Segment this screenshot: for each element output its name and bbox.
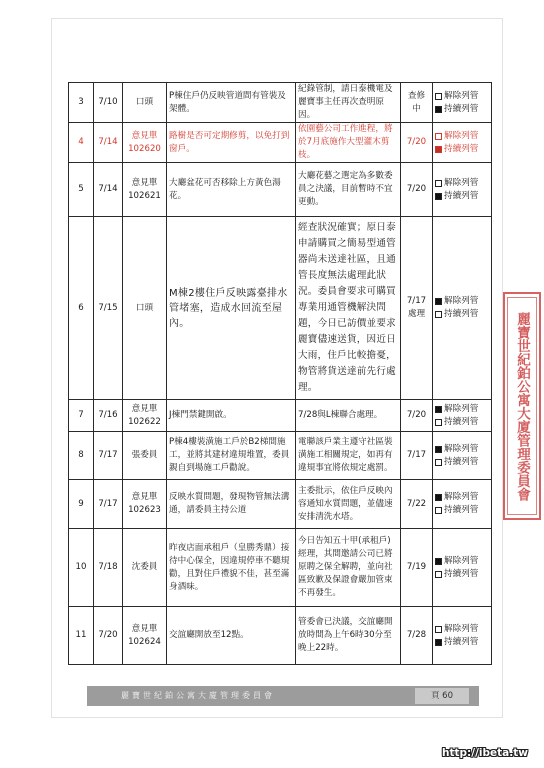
status-option-continue: [435, 636, 489, 649]
checkbox-icon: [435, 639, 442, 646]
item-check: 7/19: [401, 529, 433, 607]
table-row: [69, 432, 492, 480]
status-option-continue: [435, 103, 489, 116]
item-issue: 反映水質問題，發現物管無法溝通，請委員主持公道: [167, 480, 296, 529]
item-date: 7/10: [94, 83, 123, 123]
checkbox-icon: [435, 193, 442, 200]
stamp-text: 麗寶世紀鉑公寓大廈管理委員會: [507, 297, 537, 515]
item-action: 紀錄管制，請日泰機電及麗寶事主任再次查明原因。: [296, 83, 401, 123]
status-label: 解除列管: [444, 443, 479, 454]
status-option-continue: [435, 568, 489, 581]
item-source: 意見單 102621: [123, 163, 167, 217]
status-cell: [433, 432, 492, 480]
table-row: [69, 529, 492, 607]
status-option-continue: [435, 143, 489, 156]
item-issue: P棟4樓裝潢施工戶於B2梯間施工，並將其建材違規堆置，委員親自到場施工戶勸說。: [167, 432, 296, 480]
status-option-release: [435, 443, 489, 456]
item-source: 意見單 102623: [123, 480, 167, 529]
status-option-release: [435, 177, 489, 190]
status-label: 持續列管: [444, 416, 479, 427]
checkbox-icon: [435, 446, 442, 453]
item-source: 口頭: [123, 83, 167, 123]
status-cell: [433, 217, 492, 400]
checkbox-icon: [435, 93, 442, 100]
status-cell: [433, 607, 492, 665]
item-date: 7/14: [94, 163, 123, 217]
item-source: 意見單 102624: [123, 607, 167, 665]
item-action: 今日告知五十甲(承租戶)經理，其間邀請公司已將原聘之保全解聘，並向社區致歉及保證會嚴加管束不再發生。: [296, 529, 401, 607]
item-number: 4: [69, 123, 94, 163]
status-option-continue: [435, 190, 489, 203]
item-date: 7/17: [94, 480, 123, 529]
status-option-release: [435, 90, 489, 103]
table-row: [69, 217, 492, 400]
committee-seal-stamp: [503, 292, 541, 520]
item-date: 7/16: [94, 400, 123, 432]
item-number: 7: [69, 400, 94, 432]
checkbox-icon: [435, 507, 442, 514]
status-cell: [433, 83, 492, 123]
status-option-release: [435, 491, 489, 504]
item-number: 9: [69, 480, 94, 529]
status-option-release: [435, 555, 489, 568]
status-option-release: [435, 403, 489, 416]
table-row: [69, 163, 492, 217]
status-label: 持續列管: [444, 309, 479, 319]
item-check: 7/20: [401, 400, 433, 432]
status-cell: [433, 400, 492, 432]
table-row: [69, 480, 492, 529]
status-label: 持續列管: [444, 568, 479, 579]
status-label: 解除列管: [444, 492, 479, 502]
checkbox-icon: [435, 626, 442, 633]
status-label: 持續列管: [444, 636, 479, 647]
table-row: [69, 123, 492, 163]
item-issue: 路樹是否可定期修剪，以免打到窗戶。: [167, 123, 296, 163]
item-action: 7/28與L棟聯合處理。: [296, 400, 401, 432]
checkbox-icon: [435, 133, 442, 140]
item-source: 意見單 102620: [123, 123, 167, 163]
item-number: 3: [69, 83, 94, 123]
item-number: 10: [69, 529, 94, 607]
item-source: 意見單 102622: [123, 400, 167, 432]
item-date: 7/20: [94, 607, 123, 665]
checkbox-icon: [435, 106, 442, 113]
item-date: 7/15: [94, 217, 123, 400]
status-option-continue: [435, 456, 489, 469]
item-action: 大廳花藝之選定為多數委員之決議，目前暫時不宜更動。: [296, 163, 401, 217]
table-row: [69, 83, 492, 123]
status-cell: [433, 123, 492, 163]
item-date: 7/14: [94, 123, 123, 163]
status-cell: [433, 163, 492, 217]
page-footer: [87, 686, 479, 706]
status-cell: [433, 529, 492, 607]
table-row: [69, 607, 492, 665]
status-label: 持續列管: [444, 103, 479, 114]
item-source: 沈委員: [123, 529, 167, 607]
page-number: 頁 60: [415, 688, 469, 704]
item-date: 7/18: [94, 529, 123, 607]
checkbox-icon: [435, 558, 442, 565]
status-label: 解除列管: [444, 296, 479, 306]
status-option-continue: [435, 308, 489, 321]
status-label: 持續列管: [444, 505, 479, 515]
item-check: 7/22: [401, 480, 433, 529]
checkbox-icon: [435, 311, 442, 318]
status-option-release: [435, 623, 489, 636]
checkbox-icon: [435, 298, 442, 305]
status-label: 解除列管: [444, 177, 479, 188]
status-option-continue: [435, 416, 489, 429]
item-number: 11: [69, 607, 94, 665]
status-label: 持續列管: [444, 143, 479, 154]
item-date: 7/17: [94, 432, 123, 480]
checkbox-icon: [435, 419, 442, 426]
item-action: 主委批示，依住戶反映內容通知水質問題，並儘速安排清洗水塔。: [296, 480, 401, 529]
issue-log-table: [68, 82, 492, 665]
item-check: 7/20: [401, 123, 433, 163]
status-label: 解除列管: [444, 403, 479, 414]
item-number: 6: [69, 217, 94, 400]
status-label: 持續列管: [444, 456, 479, 467]
item-issue: J棟門禁鍵開啟。: [167, 400, 296, 432]
item-check: 7/20: [401, 163, 433, 217]
status-label: 解除列管: [444, 130, 479, 141]
checkbox-icon: [435, 571, 442, 578]
checkbox-icon: [435, 146, 442, 153]
checkbox-icon: [435, 406, 442, 413]
item-check: 7/28: [401, 607, 433, 665]
status-option-release: [435, 295, 489, 308]
footer-organization: 麗寶世紀鉑公寓大廈管理委員會: [121, 691, 275, 700]
item-issue: 昨夜店面承租戶（皇勝秀鼎）接待中心保全，因違規停車不聽規勸，且對住戶禮貌不佳，甚至滿身酒味。: [167, 529, 296, 607]
status-label: 解除列管: [444, 555, 479, 566]
item-source: 口頭: [123, 217, 167, 400]
site-watermark: http://ibeta.tw: [442, 747, 528, 759]
table-row: [69, 400, 492, 432]
item-action: 依園藝公司工作進程，將於7月底施作大型灌木剪枝。: [296, 123, 401, 163]
item-number: 5: [69, 163, 94, 217]
item-issue: 大廳盆花可否移除上方黃色湯花。: [167, 163, 296, 217]
status-option-release: [435, 130, 489, 143]
item-check: 查修 中: [401, 83, 433, 123]
checkbox-icon: [435, 180, 442, 187]
item-source: 張委員: [123, 432, 167, 480]
status-option-continue: [435, 504, 489, 517]
status-label: 解除列管: [444, 90, 479, 101]
status-label: 解除列管: [444, 623, 479, 634]
item-action: 電聯該戶業主遵守社區裝潢施工相關規定，如再有違規事宜將依規定處罰。: [296, 432, 401, 480]
item-action: 管委會已決議，交誼廳開放時間為上午6時30分至晚上22時。: [296, 607, 401, 665]
checkbox-icon: [435, 494, 442, 501]
item-issue: P棟住戶仍反映管道間有管裝及架體。: [167, 83, 296, 123]
item-number: 8: [69, 432, 94, 480]
item-action: 經查狀況確實；原日泰申請購買之簡易型通管器尚未送達社區，且通管長度無法處理此狀況。委員會要求可購買專業用通管機解決問題，今日已訪價並要求麗寶儘速送貨，因近日大雨，住戶比較擔憂，物管將貨送達前先行處理。: [296, 217, 401, 400]
status-label: 持續列管: [444, 190, 479, 201]
status-cell: [433, 480, 492, 529]
checkbox-icon: [435, 459, 442, 466]
item-check: 7/17: [401, 432, 433, 480]
item-issue: 交誼廳開放至12點。: [167, 607, 296, 665]
item-issue: M棟2樓住戶反映露臺排水管堵塞，造成水回流至屋內。: [167, 217, 296, 400]
item-check: 7/17 處理: [401, 217, 433, 400]
